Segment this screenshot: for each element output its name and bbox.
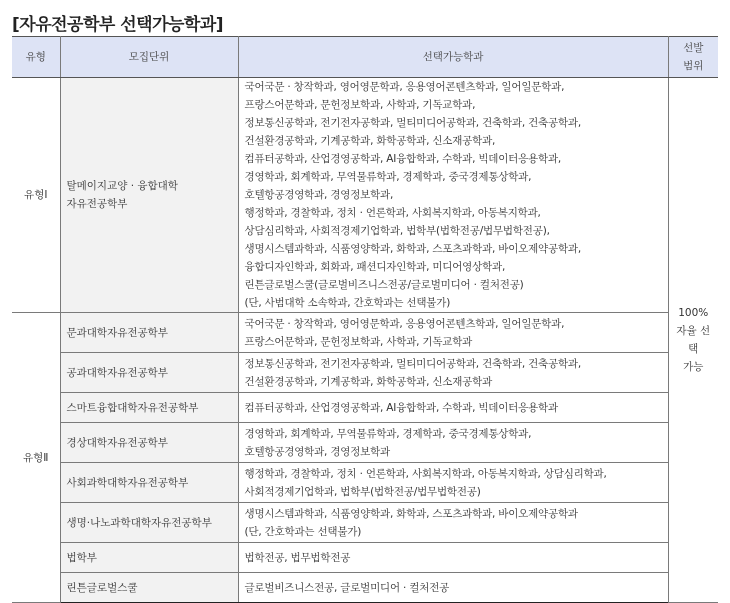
unit-majors: 행정학과, 경찰학과, 정치 · 언론학과, 사회복지학과, 아동복지학과, 상담심리학과, 사회적경제기업학과, 법학부(법학전공/법무법학전공) xyxy=(238,463,668,503)
unit-majors: 글로벌비즈니스전공, 글로벌미디어 · 컬처전공 xyxy=(238,573,668,603)
unit-majors: 생명시스템과학과, 식품영양학과, 화학과, 스포츠과학과, 바이오제약공학과 (단, 간호학과는 선택불가) xyxy=(238,503,668,543)
table-row xyxy=(12,503,718,543)
unit-name: 생명·나노과학대학자유전공학부 xyxy=(60,503,238,543)
page-title: [자유전공학부 선택가능학과] xyxy=(12,15,224,35)
table-row xyxy=(12,78,718,313)
table-row xyxy=(12,423,718,463)
header-type: 유형 xyxy=(12,37,60,78)
unit-name: 경상대학자유전공학부 xyxy=(60,423,238,463)
type-1-unit: 탈메이지교양 · 융합대학 자유전공학부 xyxy=(60,78,238,313)
type-1-majors: 국어국문 · 창작학과, 영어영문학과, 응용영어콘텐츠학과, 일어일문학과, 프랑스어문학과, 문헌정보학과, 사학과, 기독교학과, 정보통신공학과, 전기전자공학과, 멀티미디어공학과, 건축학과, 건축공학과, 건설환경공학과, 기계공학과, 화학공학과, 신소재공학과, 컴퓨터공학과, 산업경영공학과, AI융합학과, 수학과, 빅데이터응용학과, 경영학과, 회계학과, 무역물류학과, 경제학과, 중국경제통상학과, 호텔항공경영학과, 경영정보학과, 행정학과, 경찰학과, 정치 · 언론학과, 사회복지학과, 아동복지학과, 상담심리학과, 사회적경제기업학과, 법학부(법학전공/법무법학전공), 생명시스템과학과, 식품영양학과, 화학과, 스포츠과학과, 바이오제약공학과, 융합디자인학과, 회화과, 패션디자인학과, 미디어영상학과, 린튼글로벌스쿨(글로벌비즈니스전공/글로벌미디어 · 컬처전공) (단, 사범대학 소속학과, 간호학과는 선택불가) xyxy=(238,78,668,313)
unit-majors: 법학전공, 법무법학전공 xyxy=(238,543,668,573)
table-header-row xyxy=(12,37,718,78)
table-row xyxy=(12,353,718,393)
unit-name: 스마트융합대학자유전공학부 xyxy=(60,393,238,423)
type-1-label: 유형Ⅰ xyxy=(12,78,60,313)
unit-majors: 정보통신공학과, 전기전자공학과, 멀티미디어공학과, 건축학과, 건축공학과, 건설환경공학과, 기계공학과, 화학공학과, 신소재공학과 xyxy=(238,353,668,393)
table-row xyxy=(12,543,718,573)
header-unit: 모집단위 xyxy=(60,37,238,78)
table-row xyxy=(12,463,718,503)
unit-majors: 국어국문 · 창작학과, 영어영문학과, 응용영어콘텐츠학과, 일어일문학과, 프랑스어문학과, 문헌정보학과, 사학과, 기독교학과 xyxy=(238,313,668,353)
unit-name: 공과대학자유전공학부 xyxy=(60,353,238,393)
unit-majors: 경영학과, 회계학과, 무역물류학과, 경제학과, 중국경제통상학과, 호텔항공경영학과, 경영정보학과 xyxy=(238,423,668,463)
unit-name: 법학부 xyxy=(60,543,238,573)
table-row xyxy=(12,393,718,423)
header-scope: 선발 범위 xyxy=(668,37,718,78)
table-row xyxy=(12,573,718,603)
selectable-majors-table xyxy=(12,36,718,603)
selection-scope: 100% 자율 선택 가능 xyxy=(668,78,718,603)
unit-majors: 컴퓨터공학과, 산업경영공학과, AI융합학과, 수학과, 빅데이터응용학과 xyxy=(238,393,668,423)
unit-name: 문과대학자유전공학부 xyxy=(60,313,238,353)
type-2-label: 유형Ⅱ xyxy=(12,313,60,603)
header-majors: 선택가능학과 xyxy=(238,37,668,78)
unit-name: 린튼글로벌스쿨 xyxy=(60,573,238,603)
unit-name: 사회과학대학자유전공학부 xyxy=(60,463,238,503)
table-row xyxy=(12,313,718,353)
